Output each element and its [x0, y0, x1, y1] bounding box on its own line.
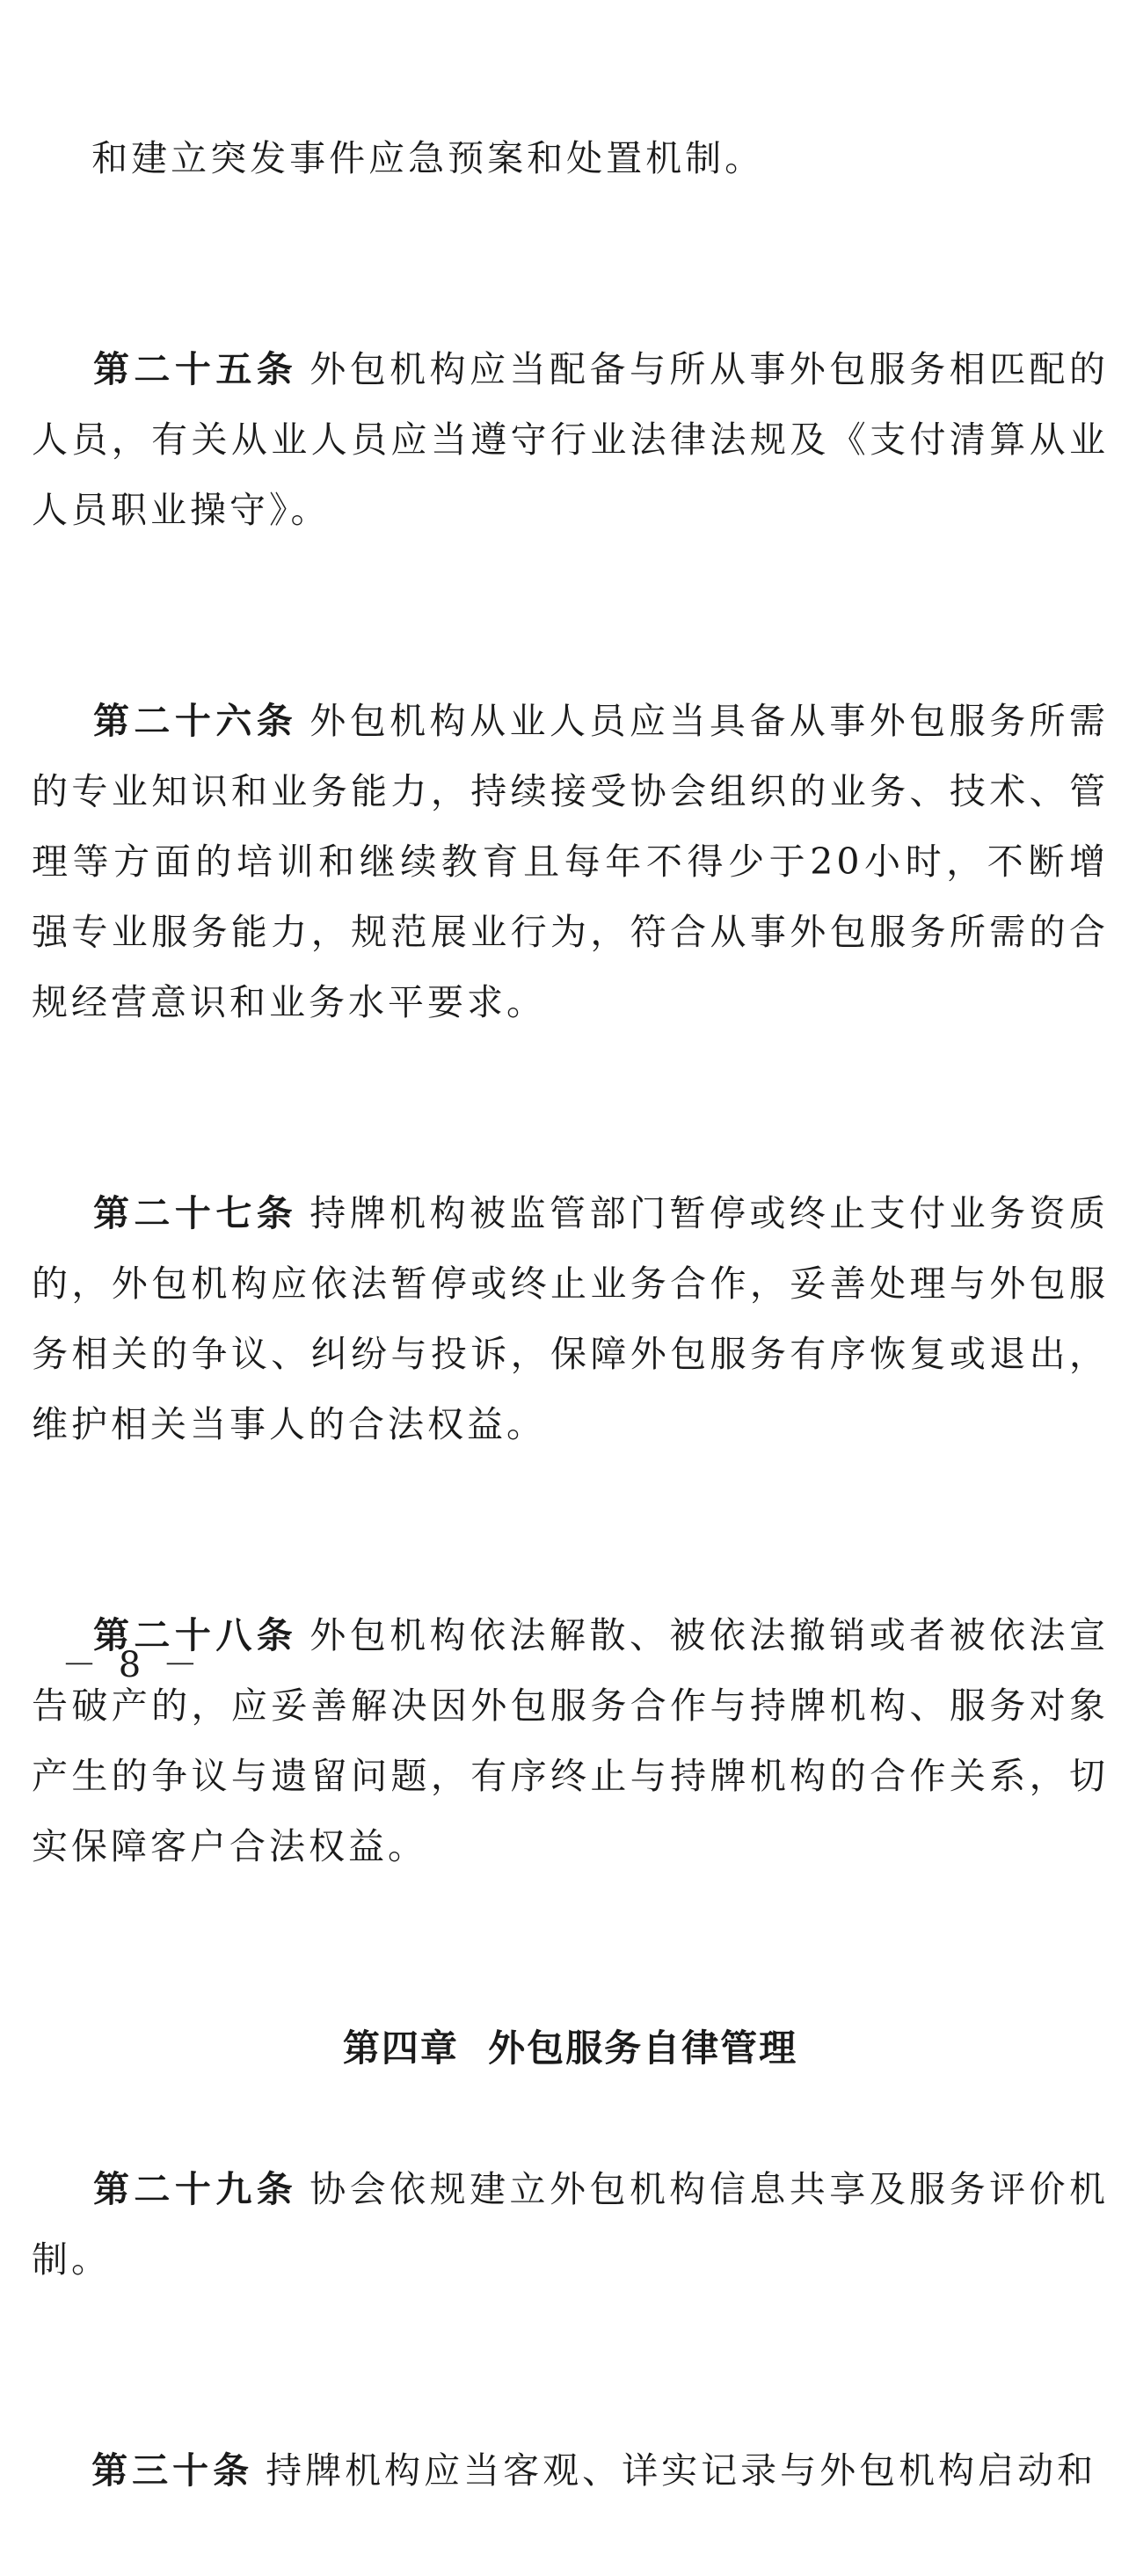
article-26: [32, 615, 1109, 1108]
paragraph-text: 和建立突发事件应急预案和处置机制。: [91, 137, 765, 179]
article-label: 第三十条: [91, 2449, 254, 2492]
article-text: 外包机构从业人员应当具备从事外包服务所需的专业知识和业务能力，持续接受协会组织的业务、技术、管理等方面的培训和继续教育且每年不得少于20小时，不断增强专业服务能力，规范展业行为，符合从事外包服务所需的合规经营意识和业务水平要求。: [32, 700, 1109, 1023]
page-number: － 8 －: [62, 1645, 203, 1685]
article-29: [32, 2084, 1109, 2365]
article-label: 第二十九条: [92, 2168, 298, 2210]
article-label: 第二十六条: [92, 700, 298, 742]
article-text: 持牌机构应当客观、详实记录与外包机构启动和: [266, 2449, 1097, 2492]
article-text: 持牌机构被监管部门暂停或终止支付业务资质的，外包机构应依法暂停或终止业务合作，妥善处理与外包服务相关的争议、纠纷与投诉，保障外包服务有序恢复或退出，维护相关当事人的合法权益。: [32, 1192, 1109, 1445]
article-25: [32, 264, 1109, 615]
document-page: [32, 53, 1109, 2576]
article-30: [32, 2365, 1109, 2576]
article-label: 第二十五条: [92, 348, 298, 390]
article-27: [32, 1108, 1109, 1530]
paragraph-continuation: [32, 53, 1109, 264]
article-text: 外包机构依法解散、被依法撤销或者被依法宣告破产的，应妥善解决因外包服务合作与持牌机构、服务对象产生的争议与遗留问题，有序终止与持牌机构的合作关系，切实保障客户合法权益。: [32, 1614, 1109, 1867]
article-label: 第二十七条: [92, 1192, 298, 1234]
chapter-title: 第四章 外包服务自律管理: [342, 2027, 798, 2070]
article-text: 外包机构应当配备与所从事外包服务相匹配的人员，有关从业人员应当遵守行业法律法规及《支付清算从业人员职业操守》。: [32, 348, 1109, 531]
article-label: 第二十八条: [92, 1614, 298, 1656]
article-text: 协会依规建立外包机构信息共享及服务评价机制。: [32, 2168, 1109, 2281]
article-28: [32, 1530, 1109, 1952]
